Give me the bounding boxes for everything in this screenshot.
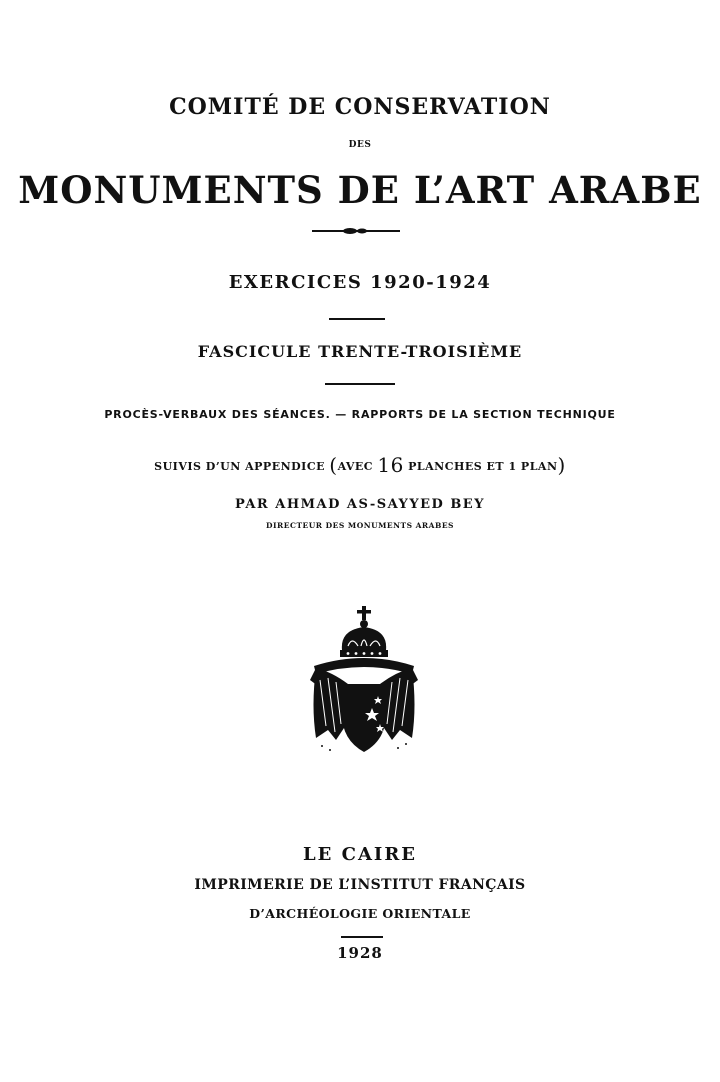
appendix-avec: AVEC — [337, 460, 378, 473]
appendix-plate-count: 16 — [377, 453, 404, 477]
appendix-paren-close: ) — [557, 453, 566, 477]
imprint-city: LE CAIRE — [302, 844, 418, 865]
imprint-printer-line2: D’ARCHÉOLOGIE ORIENTALE — [249, 906, 471, 921]
committee-heading: COMITÉ DE CONSERVATION — [169, 94, 551, 120]
exercices-years: EXERCICES 1920-1924 — [228, 272, 492, 293]
appendix-prefix: SUIVIS D’UN APPENDICE — [154, 460, 330, 473]
committee-des: DES — [348, 140, 372, 150]
divider-rule — [341, 936, 383, 938]
ornament-rule-icon — [310, 226, 402, 236]
fascicule-number: FASCICULE TRENTE-TROISIÈME — [197, 342, 523, 361]
divider-rule — [329, 318, 385, 320]
publication-year: 1928 — [337, 944, 383, 962]
appendix-paren-open: ( — [329, 453, 338, 477]
royal-coat-of-arms-icon — [308, 606, 420, 756]
appendix-rest: PLANCHES ET 1 PLAN — [403, 460, 558, 473]
author-line: PAR AHMAD AS-SAYYED BEY — [234, 497, 485, 512]
author-title: DIRECTEUR DES MONUMENTS ARABES — [266, 521, 454, 530]
imprint-printer: IMPRIMERIE DE L’INSTITUT FRANÇAIS — [194, 877, 526, 893]
main-title: MONUMENTS DE L’ART ARABE — [18, 168, 702, 212]
appendix-line — [0, 453, 720, 477]
divider-rule — [325, 383, 395, 385]
contents-line: PROCÈS-VERBAUX DES SÉANCES. — RAPPORTS DE LA SECTION TECHNIQUE — [104, 408, 616, 421]
